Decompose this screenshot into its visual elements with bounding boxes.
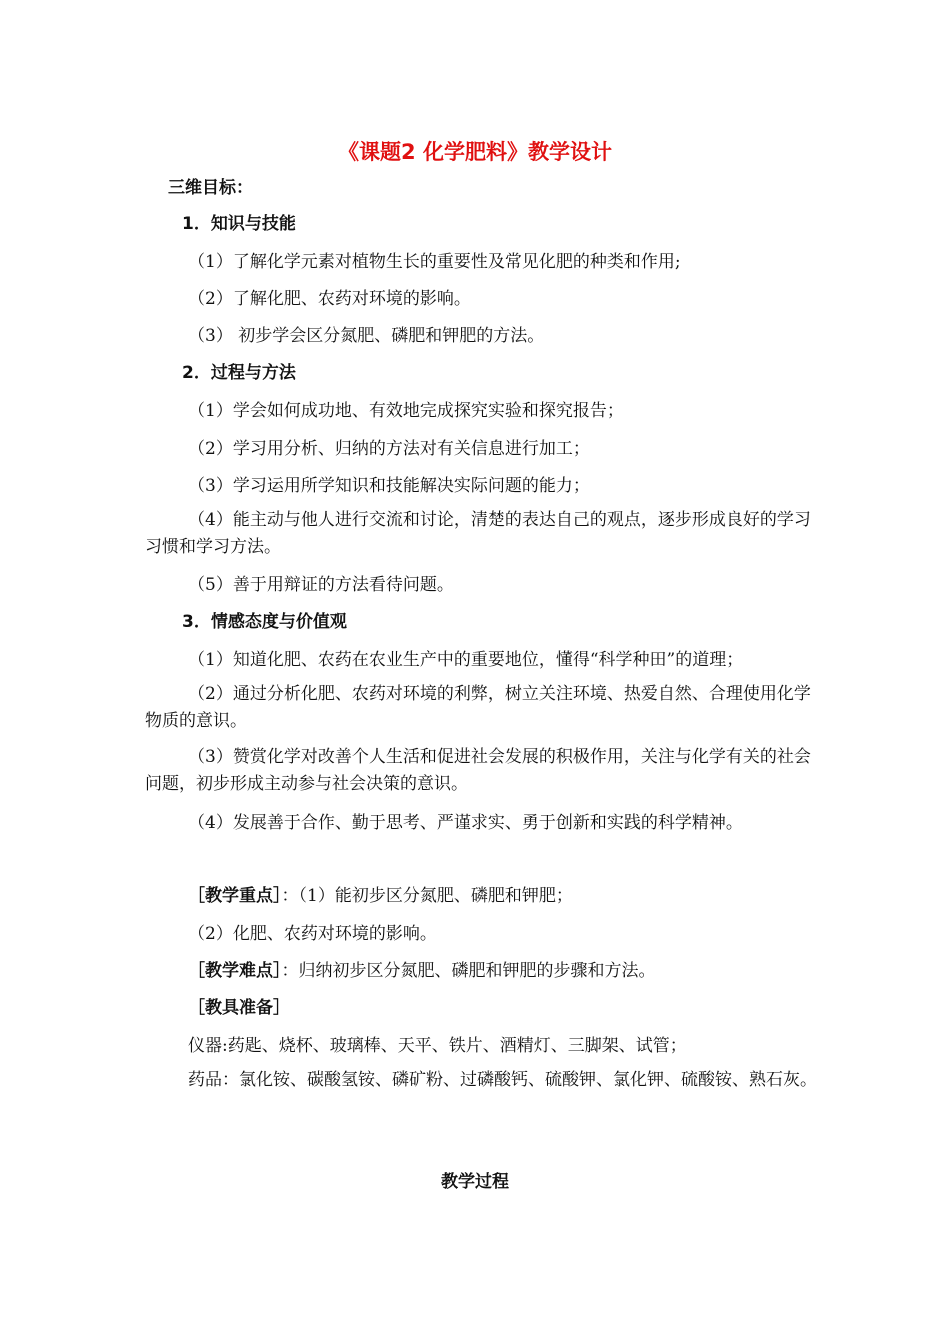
- s2-item-4: （4）能主动与他人进行交流和讨论，清楚的表达自己的观点，逐步形成良好的学习习惯和学习方法。: [145, 510, 811, 557]
- s2-item-3: （3）学习运用所学知识和技能解决实际问题的能力；: [188, 476, 590, 496]
- section-2-heading: 2．过程与方法: [182, 363, 296, 383]
- tools-label: ［教具准备］: [188, 998, 290, 1018]
- s2-item-5: （5）善于用辩证的方法看待问题。: [188, 575, 454, 595]
- document-title: 《课题2 化学肥料》教学设计: [338, 140, 612, 164]
- s1-item-1: （1）了解化学元素对植物生长的重要性及常见化肥的种类和作用;: [188, 252, 681, 272]
- difficult-points-label: ［教学难点］: [188, 961, 282, 981]
- section-3-heading: 3．情感态度与价值观: [182, 612, 347, 632]
- s3-item-3: （3）赞赏化学对改善个人生活和促进社会发展的积极作用，关注与化学有关的社会问题，初步形成主动参与社会决策的意识。: [145, 747, 811, 794]
- s3-item-2: （2）通过分析化肥、农药对环境的利弊，树立关注环境、热爱自然、合理使用化学物质的意识。: [145, 684, 811, 731]
- s3-item-4: （4）发展善于合作、勤于思考、严谨求实、勇于创新和实践的科学精神。: [188, 813, 743, 833]
- s1-item-3: （3） 初步学会区分氮肥、磷肥和钾肥的方法。: [188, 326, 545, 346]
- key-points-text-2: （2）化肥、农药对环境的影响。: [188, 924, 437, 944]
- s1-item-2: （2）了解化肥、农药对环境的影响。: [188, 289, 471, 309]
- s2-item-2: （2）学习用分析、归纳的方法对有关信息进行加工；: [188, 439, 590, 459]
- s3-item-1: （1）知道化肥、农药在农业生产中的重要地位，懂得“科学种田”的道理；: [188, 650, 744, 670]
- goals-heading: 三维目标：: [168, 178, 253, 198]
- tools-instruments: 仪器:药匙、烧杯、玻璃棒、天平、铁片、酒精灯、三脚架、试管；: [188, 1036, 687, 1056]
- key-points-text-1: ：（1）能初步区分氮肥、磷肥和钾肥；: [281, 886, 573, 906]
- key-points-label: ［教学重点］: [188, 886, 282, 906]
- teaching-process-heading: 教学过程: [441, 1172, 509, 1192]
- key-points: [188, 886, 573, 906]
- s2-item-1: （1）学会如何成功地、有效地完成探究实验和探究报告；: [188, 401, 624, 421]
- difficult-points-text: ：归纳初步区分氮肥、磷肥和钾肥的步骤和方法。: [281, 961, 656, 981]
- difficult-points: [188, 961, 656, 981]
- tools-chemicals: 药品：氯化铵、碳酸氢铵、磷矿粉、过磷酸钙、硫酸钾、氯化钾、硫酸铵、熟石灰。: [188, 1070, 817, 1090]
- section-1-heading: 1．知识与技能: [182, 214, 296, 234]
